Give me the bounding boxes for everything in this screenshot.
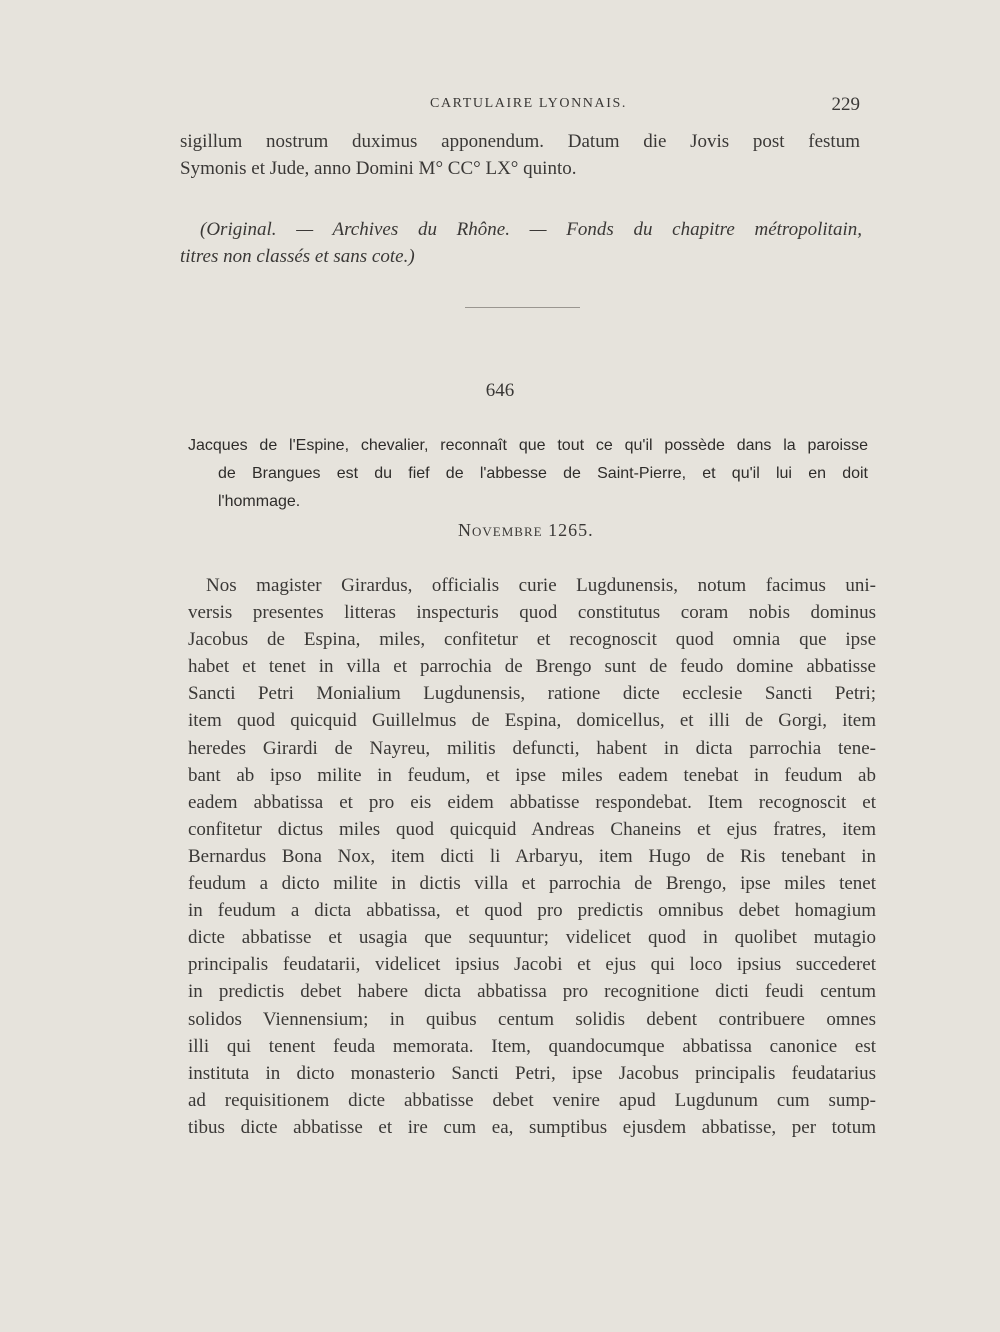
text-line: (Original. — Archives du Rhône. — Fonds du chapitre métropolitain, <box>200 219 862 240</box>
text-line: sigillum nostrum duximus apponendum. Datum die Jovis post festum <box>180 131 860 152</box>
text-line: bant ab ipso milite in feudum, et ipse miles eadem tenebat in feudum ab <box>188 764 876 786</box>
document-date <box>458 520 594 541</box>
text-line: heredes Girardi de Nayreu, militis defuncti, habent in dicta parrochia tene- <box>188 737 876 759</box>
text-line: in predictis debet habere dicta abbatissa pro recognitione dicti feudi centum <box>188 981 876 1003</box>
date-year: 1265. <box>548 520 594 540</box>
text-line: principalis feudatarii, videlicet ipsius Jacobi et ejus qui loco ipsius succederet <box>188 954 876 976</box>
text-line: tibus dicte abbatisse et ire cum ea, sumptibus ejusdem abbatisse, per totum <box>188 1116 876 1138</box>
text-line: titres non classés et sans cote.) <box>180 246 415 267</box>
text-line: versis presentes litteras inspecturis quod constitutus coram nobis dominus <box>188 602 876 624</box>
date-month-initial: N <box>458 520 472 540</box>
document-summary <box>188 432 868 516</box>
text-line: solidos Viennensium; in quibus centum solidis debent contribuere omnes <box>188 1008 876 1030</box>
text-line: de Brangues est du fief de l'abbesse de Saint-Pierre, et qu'il lui en doit <box>218 465 868 482</box>
document-body <box>188 572 876 1141</box>
previous-document-ending <box>180 128 860 182</box>
text-line: instituta in dicto monasterio Sancti Petri, ipse Jacobus principalis feudatarius <box>188 1062 876 1084</box>
text-line: Jacobus de Espina, miles, confitetur et recognoscit quod omnia que ipse <box>188 629 876 651</box>
running-head-title: CARTULAIRE LYONNAIS. <box>430 96 627 111</box>
text-line: Bernardus Bona Nox, item dicti li Arbaryu, item Hugo de Ris tenebant in <box>188 845 876 867</box>
text-line: Symonis et Jude, anno Domini M° CC° LX° quinto. <box>180 158 577 179</box>
text-line: illi qui tenent feuda memorata. Item, quandocumque abbatissa canonice est <box>188 1035 876 1057</box>
date-month-rest: OVEMBRE <box>472 524 543 539</box>
document-number: 646 <box>485 380 515 401</box>
text-line: habet et tenet in villa et parrochia de Brengo sunt de feudo domine abbatisse <box>188 656 876 678</box>
text-line: confitetur dictus miles quod quicquid Andreas Chaneins et ejus fratres, item <box>188 818 876 840</box>
page-number: 229 <box>831 94 860 115</box>
text-line: dicte abbatisse et usagia que sequuntur; videlicet quod in quolibet mutagio <box>188 927 876 949</box>
text-line: l'hommage. <box>218 493 301 510</box>
text-line: Jacques de l'Espine, chevalier, reconnaît que tout ce qu'il possède dans la paroisse <box>188 437 868 454</box>
text-line: eadem abbatissa et pro eis eidem abbatisse respondebat. Item recognoscit et <box>188 791 876 813</box>
text-line: Nos magister Girardus, officialis curie Lugdunensis, notum facimus uni- <box>206 575 876 596</box>
text-line: ad requisitionem dicte abbatisse debet venire apud Lugdunum cum sump- <box>188 1089 876 1111</box>
source-citation <box>180 216 862 270</box>
text-line: in feudum a dicta abbatissa, et quod pro predictis omnibus debet homagium <box>188 900 876 922</box>
section-divider <box>465 307 580 308</box>
text-line: Sancti Petri Monialium Lugdunensis, ratione dicte ecclesie Sancti Petri; <box>188 683 876 705</box>
text-line: item quod quicquid Guillelmus de Espina, domicellus, et illi de Gorgi, item <box>188 710 876 732</box>
text-line: feudum a dicto milite in dictis villa et parrochia de Brengo, ipse miles tenet <box>188 873 876 895</box>
